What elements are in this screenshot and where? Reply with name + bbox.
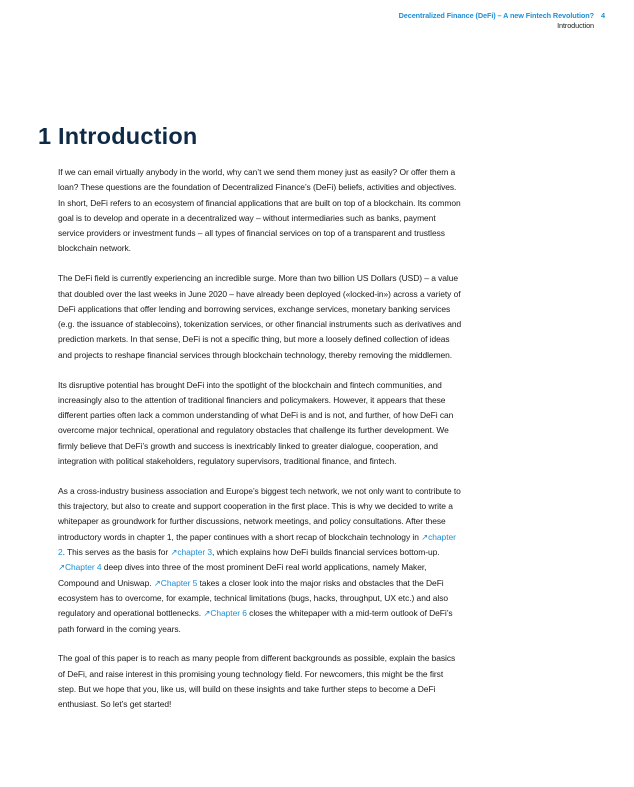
paragraph-3: Its disruptive potential has brought DeFi into the spotlight of the blockchain and fintech communities, and increasingly also to the attention of traditional financiers and policymakers. However, it appears that these different parties often lack a common understanding of what DeFi is and is not, and further, of how DeFi can overcome major technical, operational and regulatory obstacles that challenge its further development. We firmly believe that DeFi’s growth and success is inextricably linked to greater dialogue, cooperation, and integration with political stakeholders, regulatory supervisors, traditional finance, and fintech. bbox=[58, 379, 454, 467]
body-text bbox=[58, 165, 462, 727]
paragraph-4-text-6: closes the whitepaper with a mid-term outlook of DeFi’s path forward in the coming years. bbox=[58, 608, 453, 634]
paragraph-1: If we can email virtually anybody in the world, why can’t we send them money just as easily? Or offer them a loan? These questions are the foundation of Decentralized Finance’s (DeFi) beliefs, activities and objectives. In short, DeFi refers to an ecosystem of financial applications that are built on top of a blockchain. Its common goal is to develop and operate in a decentralized way – without intermediaries such as banks, payment service providers or investment funds – all types of financial services on top of a transparent and trustless blockchain network. bbox=[58, 167, 461, 254]
paragraph-2: The DeFi field is currently experiencing an incredible surge. More than two billion US Dollars (USD) – a value that doubled over the last weeks in June 2020 – have already been deployed («locked-in») across a variety of DeFi applications that offer lending and borrowing services, exchange services, monetary banking services (e.g. the issuance of stablecoins), tokenization services, or other financial instruments such as derivatives and prediction markets. In that sense, DeFi is not a specific thing, but more a loosely defined collection of ideas and projects to reshape financial services through blockchain technology, thereby removing the middlemen. bbox=[58, 273, 462, 360]
running-header bbox=[398, 11, 605, 31]
paragraph-5: The goal of this paper is to reach as many people from different backgrounds as possible, explain the basics of DeFi, and raise interest in this promising young technology field. For newcomers, this might be the first step. But we hope that you, like us, will build on these insights and take further steps to become a DeFi enthusiast. So let’s get started! bbox=[58, 653, 456, 710]
paragraph-4-text-3: , which explains how DeFi builds financial services bottom-up. bbox=[212, 547, 440, 558]
paragraph-4-text-4: deep dives into three of the most prominent DeFi real world applications, namely Maker, Compound and Uniswap. bbox=[58, 562, 427, 588]
paragraph-4-text-5: takes a closer look into the major risks and obstacles that the DeFi ecosystem has to overcome, for example, technical limitations (bugs, hacks, throughput, UX etc.) and also regulatory and operational bottlenecks. bbox=[58, 577, 448, 619]
chapter-heading: 1 Introduction bbox=[38, 123, 198, 149]
running-header-section: Introduction bbox=[557, 21, 594, 30]
chapter-5-link[interactable]: ↗Chapter 5 bbox=[153, 577, 198, 588]
chapter-2-link[interactable]: ↗chapter 2 bbox=[58, 531, 456, 558]
paragraph-4-text-2: . This serves as the basis for bbox=[62, 547, 171, 558]
chapter-3-link[interactable]: ↗chapter 3 bbox=[170, 547, 213, 558]
chapter-4-link[interactable]: ↗Chapter 4 bbox=[58, 562, 102, 573]
page-number: 4 bbox=[601, 11, 605, 20]
running-header-title: Decentralized Finance (DeFi) – A new Fintech Revolution? bbox=[398, 11, 594, 20]
paragraph-4 bbox=[58, 484, 462, 637]
chapter-6-link[interactable]: ↗Chapter 6 bbox=[203, 608, 247, 619]
paragraph-4-text-1: As a cross-industry business association and Europe’s biggest tech network, we not only want to contribute to this trajectory, but also to create and support cooperation in the first place. This is why we decided to write a whitepaper as groundwork for further discussions, network meetings, and policy consultations. After these introductory words in chapter 1, the paper continues with a short recap of blockchain technology in bbox=[58, 485, 461, 542]
